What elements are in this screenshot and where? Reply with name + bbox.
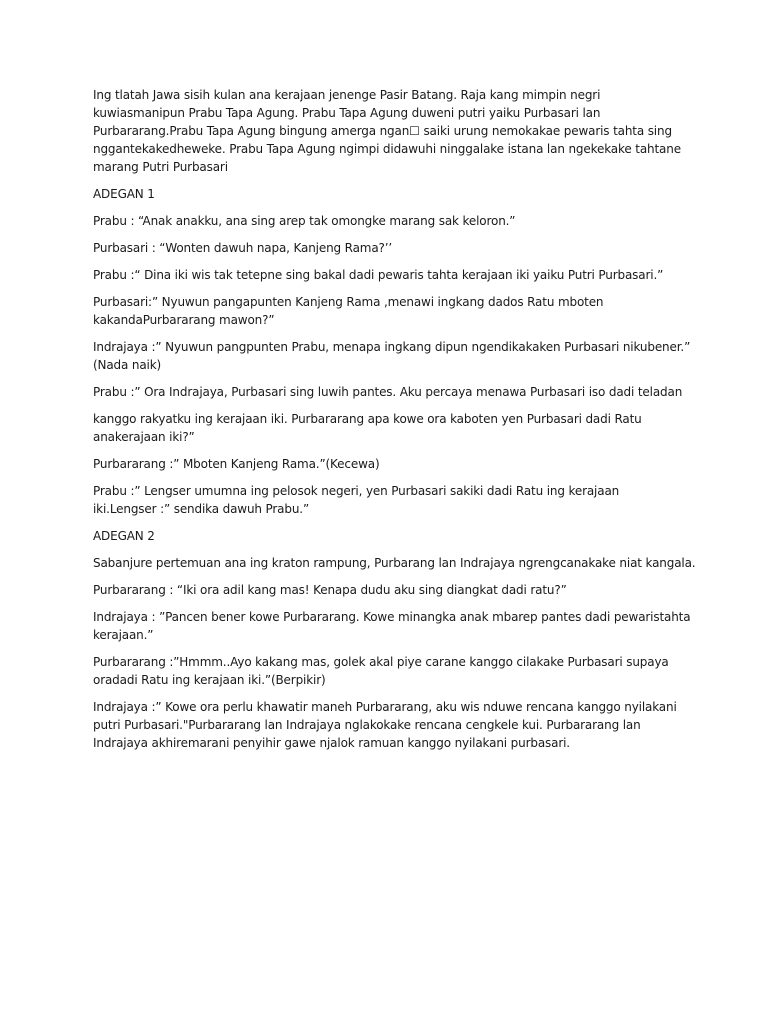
dialogue-line xyxy=(93,698,683,752)
dialogue-line xyxy=(93,410,683,446)
dialogue-line xyxy=(93,581,683,599)
text-line: Purbasari:” Nyuwun pangapunten Kanjeng Rama ,menawi ingkang dados Ratu mboten xyxy=(93,295,604,309)
text-line: oradadi Ratu ing kerajaan iki.”(Berpikir) xyxy=(93,673,326,687)
intro-paragraph xyxy=(93,86,683,176)
dialogue-line xyxy=(93,653,683,689)
dialogue-line xyxy=(93,338,691,374)
text-line: kakandaPurbararang mawon?” xyxy=(93,313,275,327)
text-line: kanggo rakyatku ing kerajaan iki. Purbararang apa kowe ora kaboten yen Purbasari dadi Ratu xyxy=(93,412,642,426)
text-line: iki.Lengser :” sendika dawuh Prabu.” xyxy=(93,502,310,516)
dialogue-line xyxy=(93,293,683,329)
text-line: Purbararang.Prabu Tapa Agung bingung amerga ngan☐ saiki urung nemokakae pewaris tahta sing xyxy=(93,124,672,138)
text-line: kerajaan.” xyxy=(93,628,154,642)
text-line: Indrajaya : ”Pancen bener kowe Purbararang. Kowe minangka anak mbarep pantes dadi pewaristahta xyxy=(93,610,691,624)
text-line: Indrajaya :” Kowe ora perlu khawatir maneh Purbararang, aku wis nduwe rencana kanggo nyilakani xyxy=(93,700,677,714)
narration-line xyxy=(93,554,696,572)
text-line: Prabu :” Lengser umumna ing pelosok negeri, yen Purbasari sakiki dadi Ratu ing kerajaan xyxy=(93,484,620,498)
text-line: kuwiasmanipun Prabu Tapa Agung. Prabu Tapa Agung duweni putri yaiku Purbasari lan xyxy=(93,106,601,120)
text-line: Purbararang :”Hmmm..Ayo kakang mas, golek akal piye carane kanggo cilakake Purbasari supaya xyxy=(93,655,669,669)
text-line: Ing tlatah Jawa sisih kulan ana kerajaan jenenge Pasir Batang. Raja kang mimpin negri xyxy=(93,88,601,102)
text-line: Prabu :“ Dina iki wis tak tetepne sing bakal dadi pewaris tahta kerajaan iki yaiku Putri Purbasari.” xyxy=(93,268,664,282)
text-line: Sabanjure pertemuan ana ing kraton rampung, Purbarang lan Indrajaya ngrengcanakake niat kangala. xyxy=(93,556,696,570)
text-line: Prabu : “Anak anakku, ana sing arep tak omongke marang sak keloron.” xyxy=(93,214,516,228)
text-line: Purbararang :” Mboten Kanjeng Rama.”(Kecewa) xyxy=(93,457,380,471)
text-line: Indrajaya akhiremarani penyihir gawe njalok ramuan kanggo nyilakani purbasari. xyxy=(93,736,570,750)
dialogue-line xyxy=(93,383,683,401)
text-line: putri Purbasari."Purbararang lan Indrajaya nglakokake rencana cengkele kui. Purbararang lan xyxy=(93,718,641,732)
text-line: marang Putri Purbasari xyxy=(93,160,228,174)
dialogue-line xyxy=(93,482,683,518)
dialogue-line xyxy=(93,455,683,473)
text-line: Prabu :” Ora Indrajaya, Purbasari sing luwih pantes. Aku percaya menawa Purbasari iso dadi teladan xyxy=(93,385,683,399)
text-line: anakerajaan iki?” xyxy=(93,430,195,444)
scene-1-heading: ADEGAN 1 xyxy=(93,187,155,201)
scene-2-heading: ADEGAN 2 xyxy=(93,529,155,543)
text-line: nggantekakedheweke. Prabu Tapa Agung ngimpi didawuhi ninggalake istana lan ngekekake tahtane xyxy=(93,142,681,156)
dialogue-line xyxy=(93,608,691,644)
text-line: Purbararang : “Iki ora adil kang mas! Kenapa dudu aku sing diangkat dadi ratu?” xyxy=(93,583,567,597)
document-body xyxy=(93,86,696,761)
text-line: (Nada naik) xyxy=(93,358,162,372)
dialogue-line xyxy=(93,266,683,284)
dialogue-line xyxy=(93,212,683,230)
text-line: Indrajaya :” Nyuwun pangpunten Prabu, menapa ingkang dipun ngendikakaken Purbasari nikubener.” xyxy=(93,340,691,354)
dialogue-line xyxy=(93,239,683,257)
text-line: Purbasari : “Wonten dawuh napa, Kanjeng Rama?’’ xyxy=(93,241,393,255)
